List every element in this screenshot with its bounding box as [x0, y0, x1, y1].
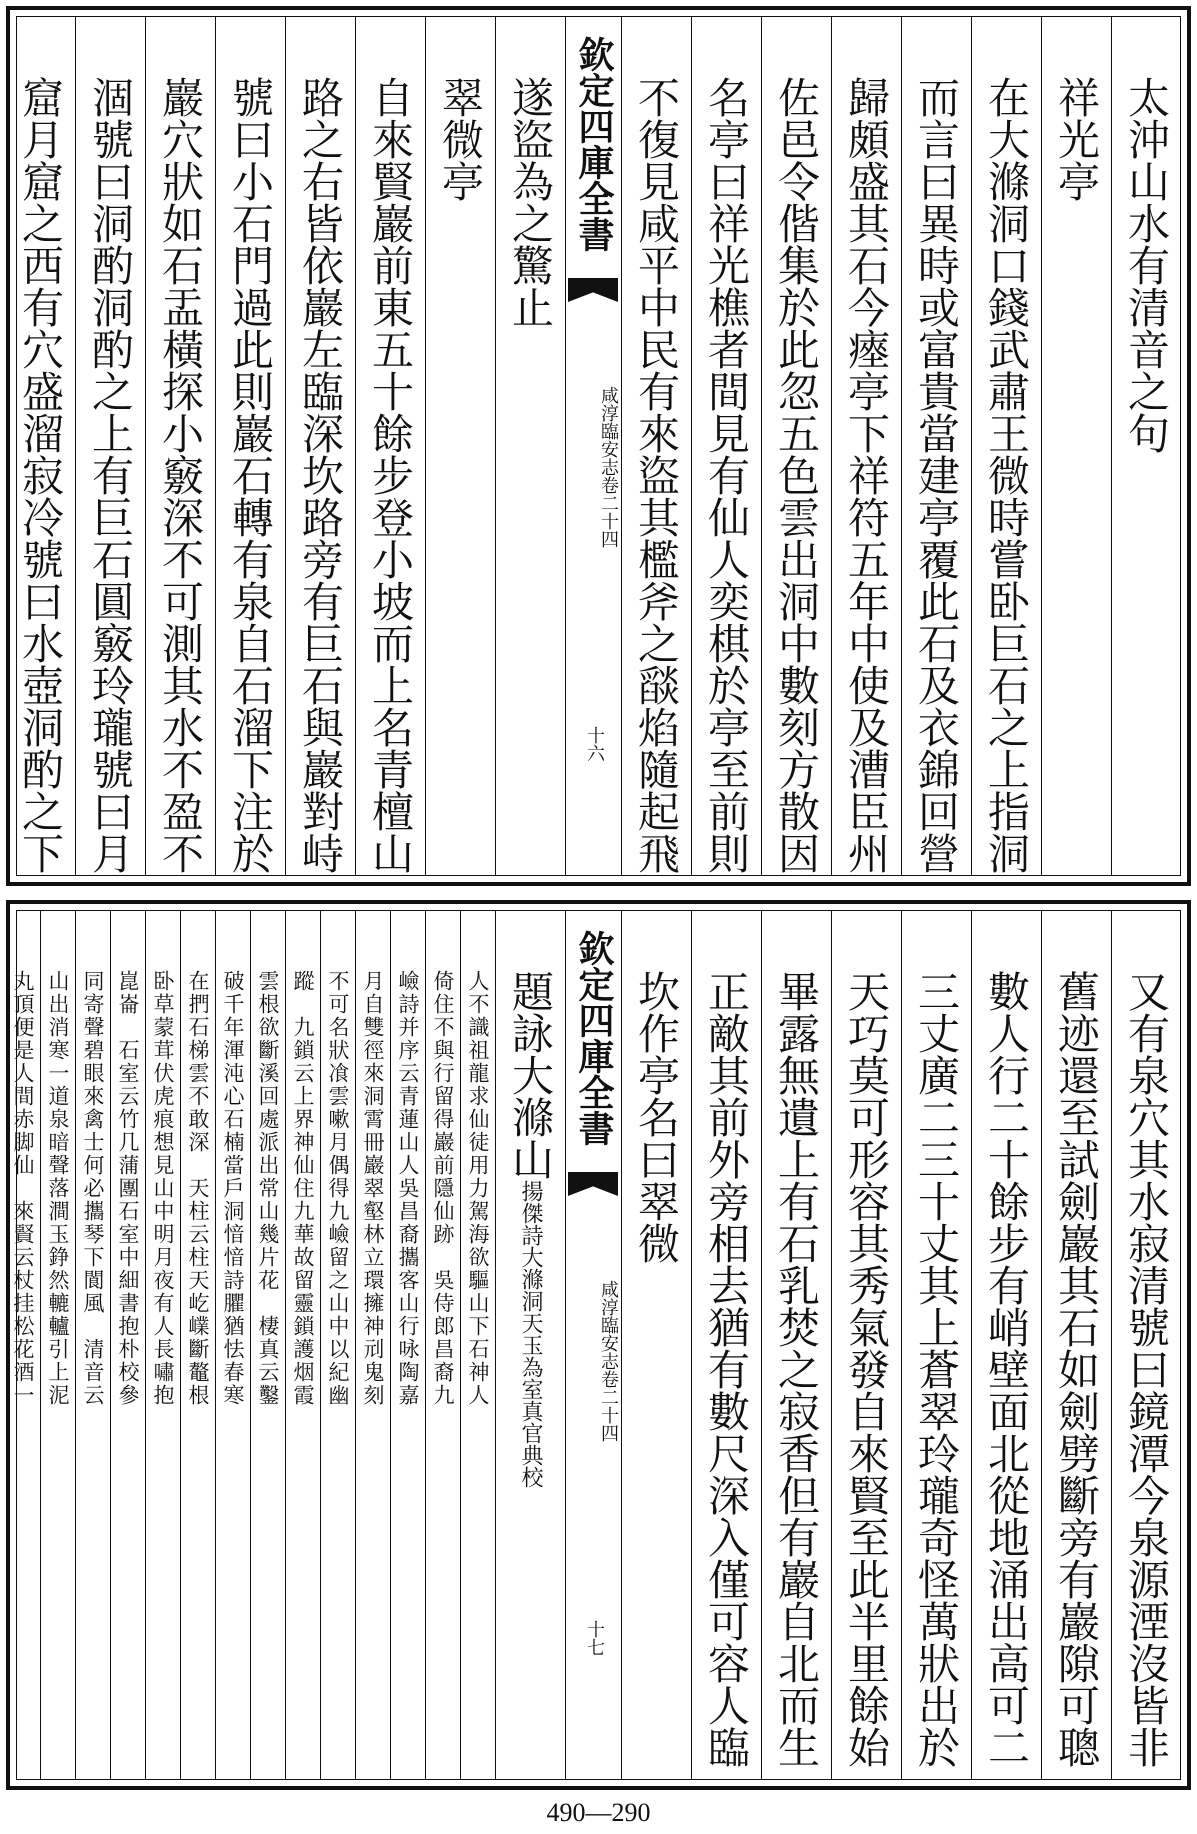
gutter-subtitle: [566, 1280, 622, 1442]
text-column: 太沖山水有清音之句: [1111, 16, 1181, 876]
gutter-subtitle: [566, 386, 622, 548]
text-columns: [11, 910, 1181, 1780]
page-folio-16: [6, 6, 1191, 886]
text-column: 在大滌洞口錢武肅王微時嘗卧巨石之上指洞: [971, 16, 1041, 876]
small-text-column: 人不識祖龍求仙徒用力駕海欲驅山下石神人: [460, 910, 495, 1780]
small-text-column: 卧草蒙茸伏虎痕想見山中明月夜有人長嘯抱: [145, 910, 180, 1780]
text-column: 坎作亭名曰翠微: [621, 910, 691, 1780]
center-gutter: [565, 910, 621, 1780]
text-column: 不復見咸平中民有來盜其檻斧之𦦨焰隨起飛: [621, 16, 691, 876]
section-heading: 翠微亭: [425, 16, 495, 876]
text-column: 舊迹還至試劍巖其石如劍劈斷旁有巖隙可聰: [1041, 910, 1111, 1780]
text-column: 巖穴狀如石盂橫探小竅深不可測其水不盈不: [145, 16, 215, 876]
text-column: 又有泉穴其水寂清號曰鏡潭今泉源湮沒皆非: [1111, 910, 1181, 1780]
text-column: 畢露無遺上有石乳焚之寂香但有巖自北而生: [761, 910, 831, 1780]
juan-number: 卷二十四: [598, 1370, 619, 1442]
poem-heading-column: [495, 910, 565, 1780]
center-gutter: [565, 16, 621, 876]
text-column: 數人行二十餘步有峭壁面北從地涌出高可二: [971, 910, 1041, 1780]
small-text-column: 破千年渾沌心石楠當戶洞愔愔詩臞猶怯春寒: [215, 910, 250, 1780]
book-title: 欽定四庫全書: [573, 930, 615, 1146]
page-folio-17: [6, 900, 1191, 1790]
text-column: 正敵其前外旁相去猶有數尺深入僅可容人臨: [691, 910, 761, 1780]
small-text-column: 在捫石梯雲不敢深 天柱云柱天屹嶫斷鼇根: [180, 910, 215, 1780]
text-column: 路之右皆依巖左臨深坎路旁有巨石與巖對峙: [285, 16, 355, 876]
fish-tail-mark: [568, 1172, 618, 1196]
text-column: 而言曰異時或富貴當建亭覆此石及衣錦回營: [901, 16, 971, 876]
small-text-column: 山出消寒一道泉暗聲落澗玉錚然轆轤引上泥: [40, 910, 75, 1780]
text-column: 歸頗盛其石今瘞亭下祥符五年中使及漕臣州: [831, 16, 901, 876]
juan-number: 卷二十四: [598, 476, 619, 548]
small-text-column: 嶮詩并序云青蓮山人吳昌裔攜客山行咏陶嘉: [390, 910, 425, 1780]
small-text-column: 同寄聲碧眼來禽士何必攜琴下閬風 清音云: [75, 910, 110, 1780]
text-column: 遂盜為之驚止: [495, 16, 565, 876]
small-text-column: 月自雙徑來洞霄冊巖翠壑林立環擁神刓鬼刻: [355, 910, 390, 1780]
small-text-column: 丸頂便是人間赤脚仙 來賢云杖挂松花酒一: [11, 970, 35, 1407]
book-subtitle: 咸淳臨安志: [598, 1280, 619, 1370]
text-column: 涸號曰洞酌洞酌之上有巨石圓竅玲瓏號曰月: [75, 16, 145, 876]
text-column: 自來賢巖前東五十餘步登小坡而上名青檀山: [355, 16, 425, 876]
small-text-column: 不可名狀飡雲嗽月偶得九嶮留之山中以紀幽: [320, 910, 355, 1780]
book-subtitle: 咸淳臨安志: [598, 386, 619, 476]
small-text-column: 雲根欲斷溪回處派出常山幾片花 棲真云鑿: [250, 910, 285, 1780]
text-column: 窟月窟之西有穴盛溜寂冷號曰水壺洞酌之下: [16, 76, 65, 874]
small-text-column: 崑崙 石室云竹几蒲團石室中細書抱朴校參: [110, 910, 145, 1780]
small-text-column: 倚住不與行留得巖前隱仙跡 吳侍郎昌裔九: [425, 910, 460, 1780]
book-title: 欽定四庫全書: [573, 36, 615, 252]
small-annotation: 揚傑詩大滌洞天玉為室真官典校: [518, 1180, 543, 1488]
section-heading: 祥光亭: [1041, 16, 1111, 876]
text-columns: [16, 16, 1181, 876]
small-text-column: 蹤 九鎖云上界神仙住九華故留靈鎖護烟霞: [285, 910, 320, 1780]
text-column: 天巧莫可形容其秀氣發自來賢至此半里餘始: [831, 910, 901, 1780]
poem-heading: 題詠大滌山: [506, 970, 555, 1180]
text-column: 號曰小石門過此則巖石轉有泉自石溜下注於: [215, 16, 285, 876]
text-column: 三丈廣二三十丈其上蒼翠玲瓏奇怪萬狀出於: [901, 910, 971, 1780]
folio-number: 十七: [584, 1620, 605, 1656]
text-column: 名亭曰祥光樵者間見有仙人奕棋於亭至前則: [691, 16, 761, 876]
fish-tail-mark: [568, 278, 618, 302]
text-column: 佐邑令偕集於此忽五色雲出洞中數刻方散因: [761, 16, 831, 876]
page-footer-number: 490—290: [546, 1798, 651, 1827]
folio-number: 十六: [584, 726, 605, 762]
